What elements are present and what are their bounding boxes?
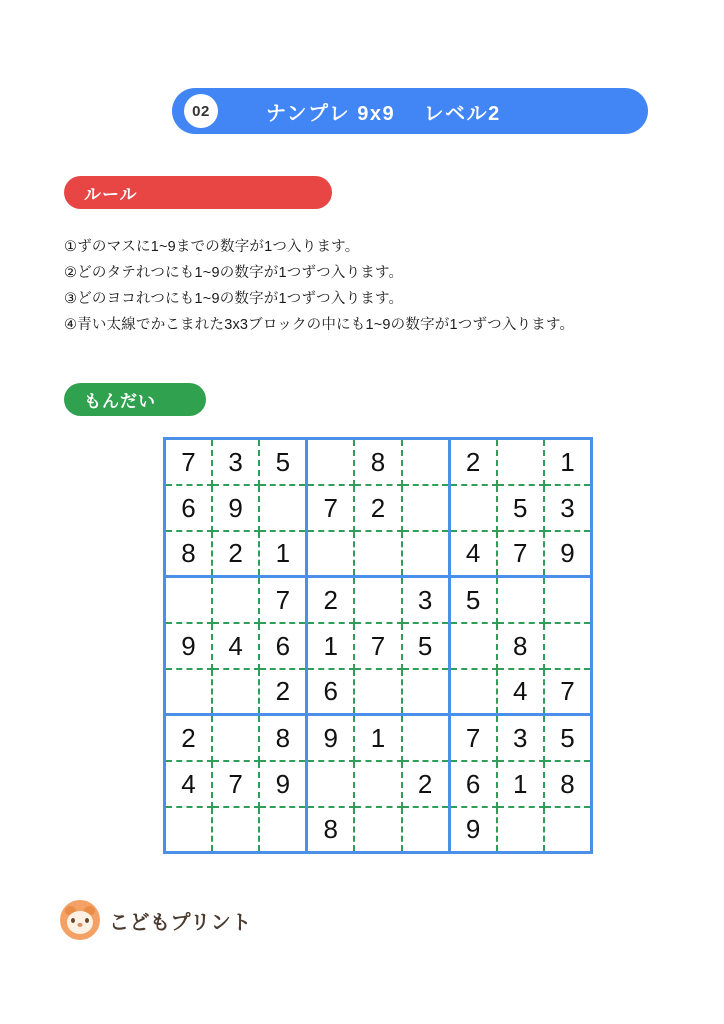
sudoku-cell[interactable] <box>497 439 544 485</box>
sudoku-cell-value: 4 <box>181 768 196 799</box>
sudoku-row <box>165 715 592 761</box>
sudoku-cell-value: 2 <box>370 492 386 523</box>
sudoku-cell[interactable] <box>165 669 212 715</box>
sudoku-cell-value: 2 <box>417 768 433 799</box>
sudoku-cell[interactable] <box>497 807 544 853</box>
sudoku-cell[interactable] <box>259 439 306 485</box>
sudoku-cell[interactable] <box>259 807 306 853</box>
sudoku-cell[interactable] <box>259 669 306 715</box>
sudoku-cell-value: 8 <box>560 768 575 799</box>
sudoku-cell[interactable] <box>165 761 212 807</box>
sudoku-cell[interactable] <box>402 807 449 853</box>
sudoku-cell[interactable] <box>497 531 544 577</box>
rule-item: ③どのヨコれつにも1~9の数字が1つずつ入ります。 <box>64 291 404 307</box>
sudoku-cell-value: 6 <box>323 676 339 707</box>
sudoku-grid[interactable] <box>163 437 593 854</box>
sudoku-cell[interactable] <box>259 761 306 807</box>
sudoku-cell[interactable] <box>307 531 354 577</box>
sudoku-cell[interactable] <box>212 669 259 715</box>
problem-section-pill <box>64 383 206 416</box>
sudoku-cell[interactable] <box>212 715 259 761</box>
sudoku-cell[interactable] <box>497 485 544 531</box>
worksheet-number-badge: 02 <box>184 94 218 128</box>
sudoku-cell[interactable] <box>354 669 401 715</box>
rules-section-label: ルール <box>84 185 138 204</box>
rule-item: ④青い太線でかこまれた3x3ブロックの中にも1~9の数字が1つずつ入ります。 <box>64 317 575 333</box>
sudoku-cell[interactable] <box>307 715 354 761</box>
sudoku-cell-value: 9 <box>465 814 481 845</box>
sudoku-cell-value: 5 <box>560 722 575 753</box>
sudoku-cell[interactable] <box>544 761 592 807</box>
sudoku-cell[interactable] <box>259 485 306 531</box>
sudoku-cell[interactable] <box>212 485 259 531</box>
sudoku-cell-value: 7 <box>465 722 481 753</box>
sudoku-cell[interactable] <box>165 807 212 853</box>
sudoku-cell[interactable] <box>402 531 449 577</box>
sudoku-cell[interactable] <box>212 439 259 485</box>
cat-face-icon <box>67 911 93 934</box>
sudoku-cell[interactable] <box>307 761 354 807</box>
cat-eye-right-icon <box>85 918 89 923</box>
header-banner <box>172 88 648 134</box>
sudoku-cell[interactable] <box>449 577 496 623</box>
sudoku-cell[interactable] <box>497 577 544 623</box>
sudoku-cell[interactable] <box>497 669 544 715</box>
sudoku-cell-value: 1 <box>513 768 528 799</box>
sudoku-cell[interactable] <box>165 577 212 623</box>
sudoku-cell-value: 8 <box>370 446 386 477</box>
rule-item: ②どのタテれつにも1~9の数字が1つずつ入ります。 <box>64 265 404 281</box>
sudoku-cell-value: 1 <box>323 630 339 661</box>
sudoku-cell-value: 4 <box>513 676 528 707</box>
sudoku-cell-value: 3 <box>513 722 528 753</box>
sudoku-cell[interactable] <box>449 623 496 669</box>
sudoku-cell[interactable] <box>449 715 496 761</box>
sudoku-cell[interactable] <box>307 623 354 669</box>
sudoku-cell[interactable] <box>402 577 449 623</box>
rules-section-pill <box>64 176 332 209</box>
sudoku-row <box>165 577 592 623</box>
sudoku-cell-value: 9 <box>228 492 243 523</box>
sudoku-grid-container <box>163 437 593 853</box>
sudoku-cell[interactable] <box>402 715 449 761</box>
sudoku-cell-value: 1 <box>370 722 386 753</box>
sudoku-cell-value: 5 <box>465 584 481 615</box>
sudoku-cell[interactable] <box>212 807 259 853</box>
sudoku-cell[interactable] <box>165 485 212 531</box>
sudoku-cell[interactable] <box>212 531 259 577</box>
sudoku-cell[interactable] <box>259 623 306 669</box>
sudoku-cell-value: 7 <box>370 630 386 661</box>
sudoku-cell[interactable] <box>544 439 592 485</box>
sudoku-cell-value: 2 <box>228 538 243 569</box>
sudoku-cell[interactable] <box>354 531 401 577</box>
sudoku-cell-value: 1 <box>275 538 291 569</box>
sudoku-cell[interactable] <box>354 807 401 853</box>
sudoku-cell[interactable] <box>354 715 401 761</box>
sudoku-cell-value: 5 <box>417 630 433 661</box>
sudoku-cell[interactable] <box>402 761 449 807</box>
sudoku-cell[interactable] <box>259 715 306 761</box>
sudoku-cell-value: 7 <box>275 584 291 615</box>
sudoku-cell[interactable] <box>307 485 354 531</box>
sudoku-cell-value: 7 <box>181 446 196 477</box>
sudoku-cell[interactable] <box>402 439 449 485</box>
sudoku-cell[interactable] <box>449 485 496 531</box>
sudoku-cell-value: 5 <box>275 446 291 477</box>
cat-logo-icon <box>60 900 100 940</box>
sudoku-cell-value: 2 <box>181 722 196 753</box>
sudoku-cell-value: 3 <box>228 446 243 477</box>
sudoku-cell[interactable] <box>259 531 306 577</box>
sudoku-cell[interactable] <box>449 669 496 715</box>
sudoku-cell[interactable] <box>449 807 496 853</box>
rules-list <box>64 234 664 338</box>
sudoku-cell[interactable] <box>402 485 449 531</box>
sudoku-cell[interactable] <box>165 715 212 761</box>
sudoku-cell-value: 8 <box>181 538 196 569</box>
sudoku-cell-value: 8 <box>513 630 528 661</box>
sudoku-cell[interactable] <box>165 439 212 485</box>
sudoku-cell-value: 6 <box>275 630 291 661</box>
sudoku-cell[interactable] <box>402 669 449 715</box>
sudoku-cell-value: 4 <box>228 630 243 661</box>
sudoku-cell[interactable] <box>307 669 354 715</box>
sudoku-cell[interactable] <box>497 761 544 807</box>
sudoku-cell[interactable] <box>307 439 354 485</box>
sudoku-cell[interactable] <box>212 761 259 807</box>
sudoku-cell-value: 5 <box>513 492 528 523</box>
sudoku-cell-value: 7 <box>228 768 243 799</box>
sudoku-cell[interactable] <box>544 669 592 715</box>
sudoku-cell[interactable] <box>544 485 592 531</box>
sudoku-cell[interactable] <box>259 577 306 623</box>
sudoku-row <box>165 439 592 485</box>
sudoku-row <box>165 531 592 577</box>
cat-nose-icon <box>78 923 83 927</box>
sudoku-cell[interactable] <box>449 761 496 807</box>
sudoku-cell[interactable] <box>544 577 592 623</box>
sudoku-cell-value: 7 <box>323 492 339 523</box>
sudoku-cell-value: 3 <box>560 492 575 523</box>
sudoku-cell[interactable] <box>544 531 592 577</box>
sudoku-cell[interactable] <box>544 807 592 853</box>
sudoku-cell[interactable] <box>544 623 592 669</box>
rule-item: ①ずのマスに1~9までの数字が1つ入ります。 <box>64 239 360 255</box>
sudoku-cell-value: 3 <box>417 584 433 615</box>
sudoku-cell[interactable] <box>307 807 354 853</box>
sudoku-row <box>165 623 592 669</box>
sudoku-cell-value: 8 <box>275 722 291 753</box>
sudoku-cell[interactable] <box>212 623 259 669</box>
page-title: ナンプレ 9x9 レベル2 <box>266 102 501 125</box>
sudoku-cell-value: 9 <box>323 722 339 753</box>
sudoku-cell-value: 7 <box>513 538 528 569</box>
sudoku-cell[interactable] <box>354 623 401 669</box>
sudoku-cell[interactable] <box>402 623 449 669</box>
footer-branding <box>60 900 252 940</box>
sudoku-cell[interactable] <box>165 531 212 577</box>
sudoku-cell[interactable] <box>165 623 212 669</box>
sudoku-cell[interactable] <box>497 623 544 669</box>
cat-eye-left-icon <box>71 918 75 923</box>
sudoku-cell[interactable] <box>449 439 496 485</box>
sudoku-cell-value: 6 <box>465 768 481 799</box>
brand-name: こどもプリント <box>109 911 252 934</box>
sudoku-cell-value: 6 <box>181 492 196 523</box>
sudoku-row <box>165 669 592 715</box>
sudoku-cell-value: 2 <box>465 446 481 477</box>
sudoku-cell-value: 9 <box>560 538 575 569</box>
sudoku-row <box>165 485 592 531</box>
sudoku-cell-value: 2 <box>275 676 291 707</box>
sudoku-cell[interactable] <box>212 577 259 623</box>
problem-section-label: もんだい <box>84 392 156 411</box>
sudoku-cell[interactable] <box>449 531 496 577</box>
sudoku-row <box>165 761 592 807</box>
sudoku-cell-value: 2 <box>323 584 339 615</box>
sudoku-cell[interactable] <box>354 577 401 623</box>
sudoku-cell[interactable] <box>497 715 544 761</box>
sudoku-cell[interactable] <box>354 761 401 807</box>
sudoku-cell-value: 8 <box>323 814 339 845</box>
sudoku-cell[interactable] <box>354 485 401 531</box>
sudoku-cell-value: 4 <box>465 538 481 569</box>
sudoku-cell-value: 7 <box>560 676 575 707</box>
sudoku-cell-value: 9 <box>275 768 291 799</box>
sudoku-cell[interactable] <box>544 715 592 761</box>
sudoku-cell-value: 1 <box>560 446 575 477</box>
sudoku-cell[interactable] <box>354 439 401 485</box>
sudoku-row <box>165 807 592 853</box>
sudoku-cell[interactable] <box>307 577 354 623</box>
sudoku-cell-value: 9 <box>181 630 196 661</box>
